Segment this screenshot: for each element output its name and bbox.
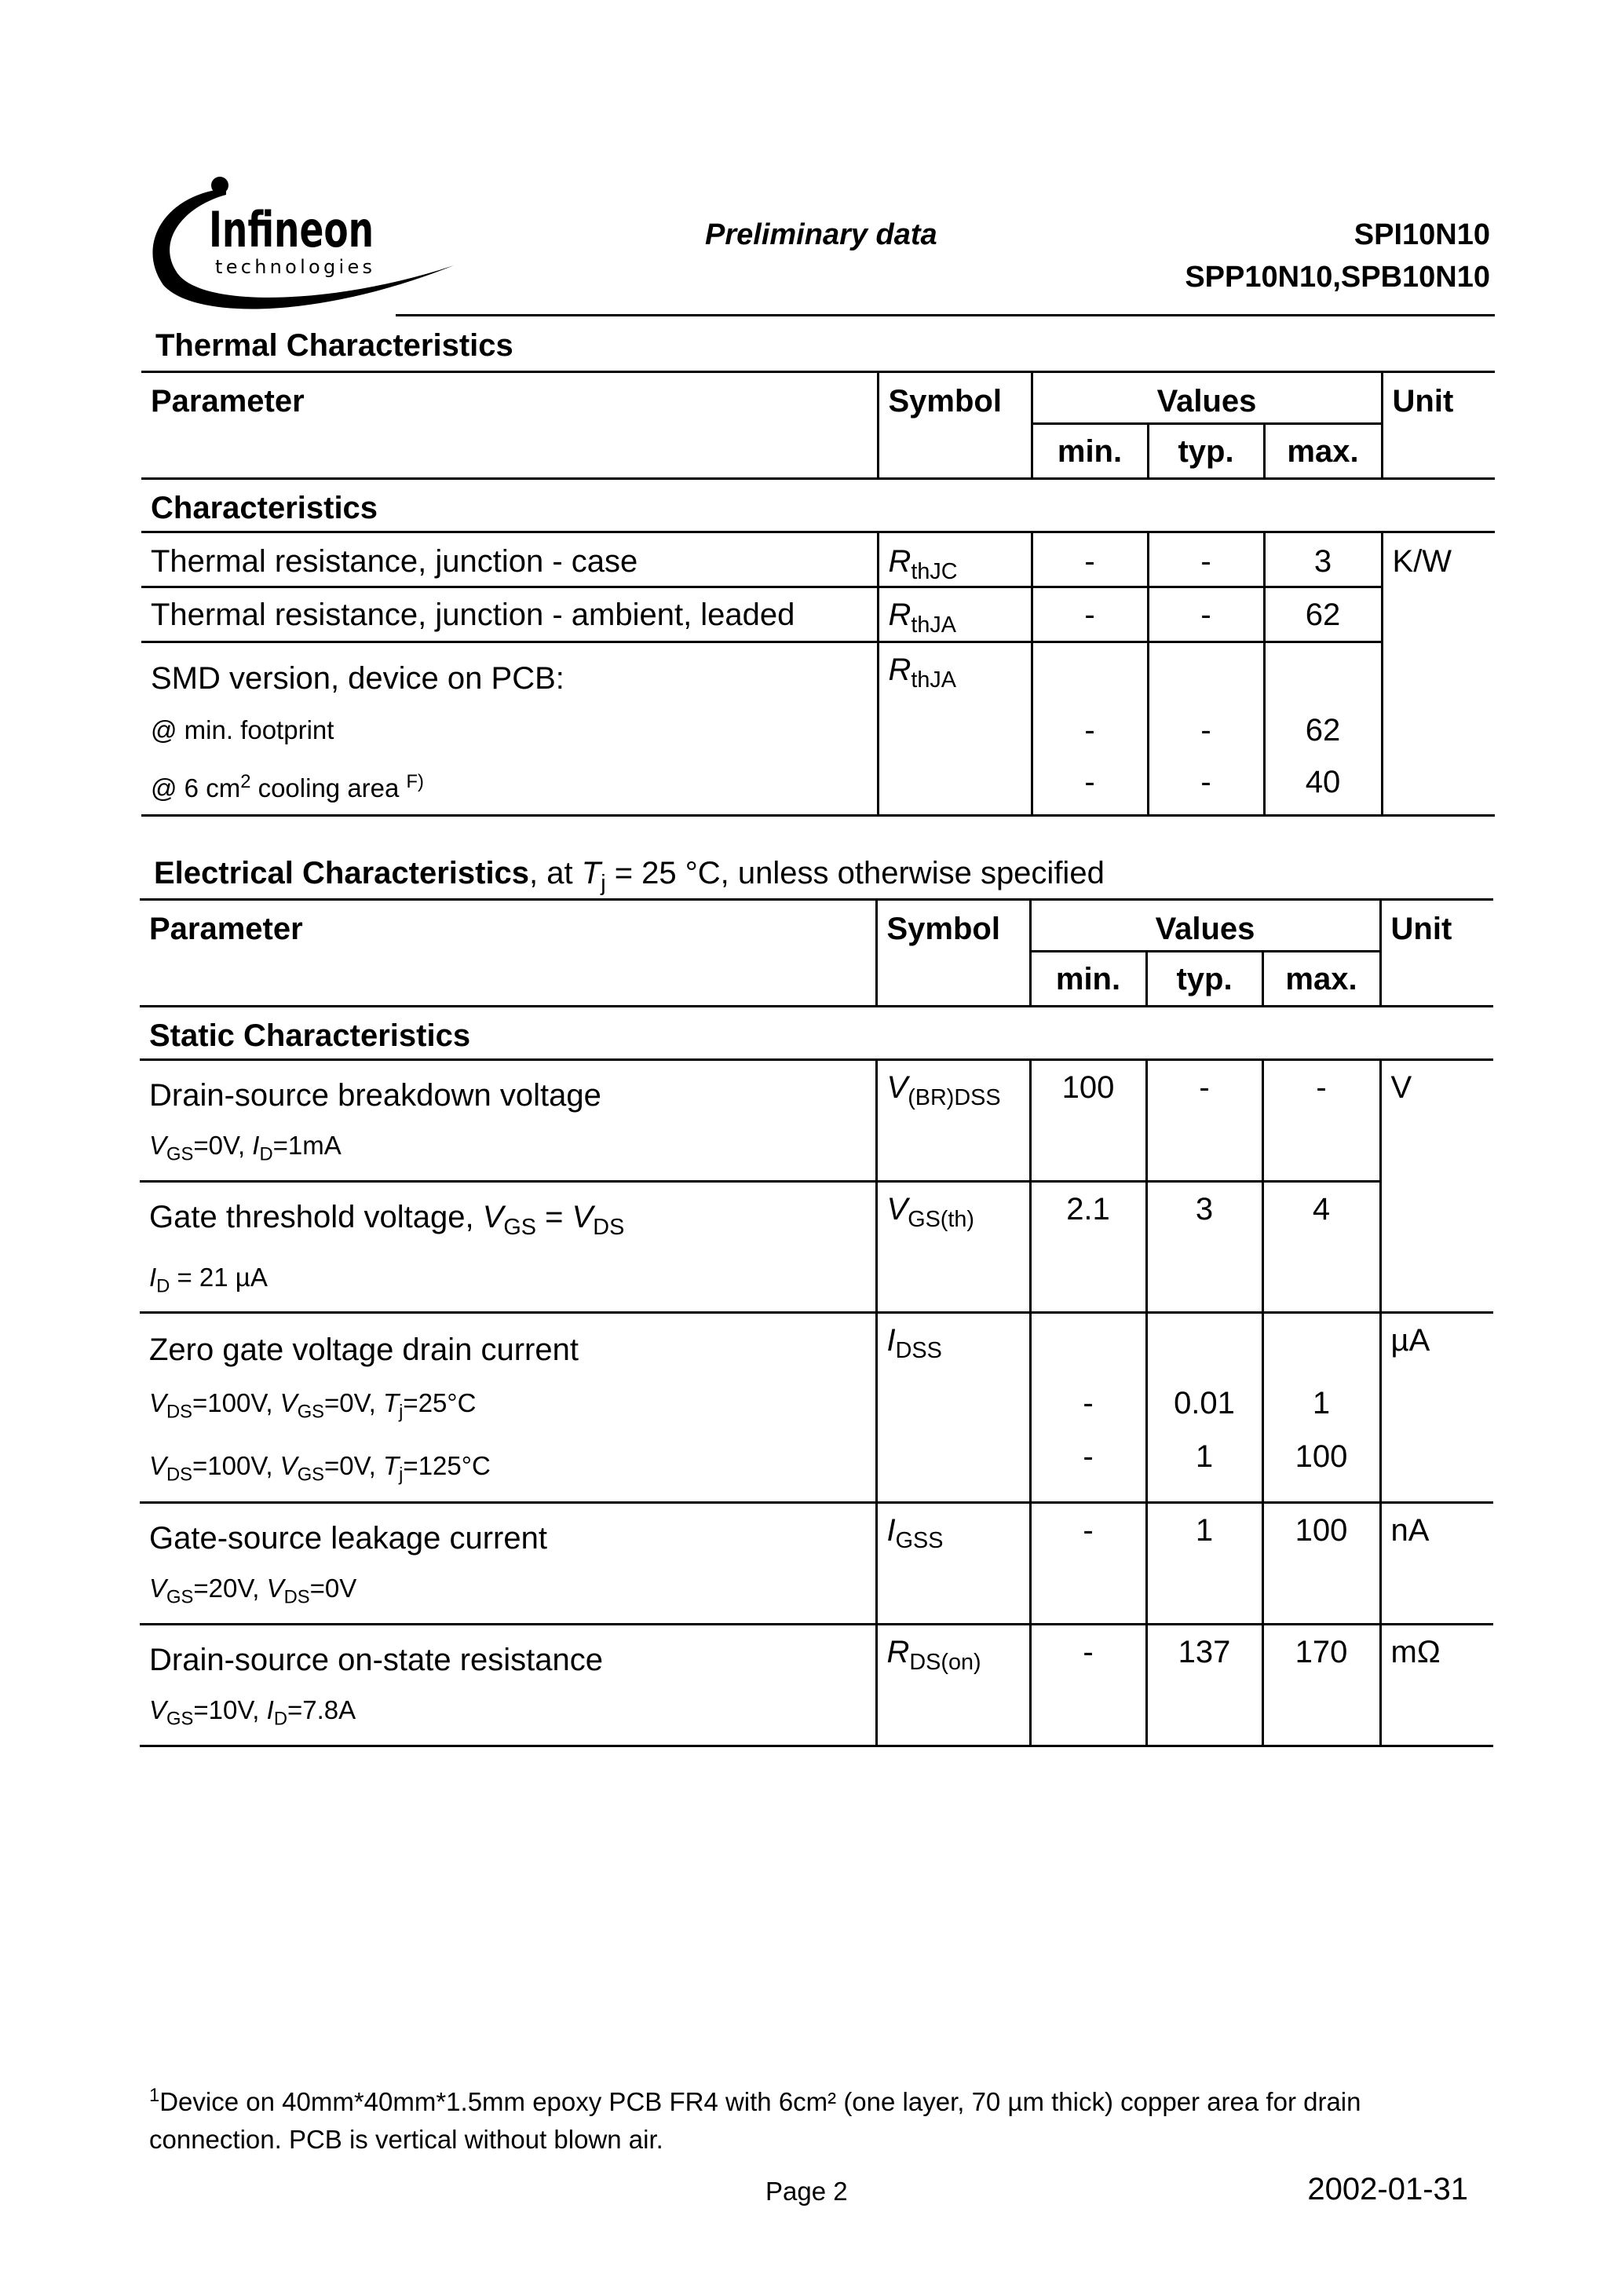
- sub-condition-1: @ min. footprint: [151, 715, 334, 744]
- symbol: $R_{thJC}$: [878, 532, 1032, 587]
- param: Drain-source on-state resistance $V_{GS}=10V$, $I_D=7.8A$: [140, 1624, 876, 1746]
- part-number-line2: SPP10N10,SPB10N10: [1185, 261, 1490, 294]
- part-number-line1: SPI10N10: [1353, 218, 1490, 251]
- electrical-col-parameter: Parameter: [140, 900, 876, 1007]
- typ: -: [1148, 587, 1264, 642]
- electrical-group-title: Static Characteristics: [140, 1007, 1493, 1060]
- typ: 1: [1146, 1503, 1262, 1625]
- max: 4: [1262, 1181, 1380, 1313]
- min: -: [1030, 1624, 1146, 1746]
- min: - -: [1030, 1313, 1146, 1503]
- logo-wordmark: Infineon: [209, 201, 374, 258]
- min: 100: [1030, 1060, 1146, 1182]
- logo-dot: [211, 177, 228, 194]
- condition-25c: $V_{DS}=100V$, $V_{GS}=0V$, $T_j=25^\circ C$: [149, 1388, 477, 1423]
- max: 3: [1264, 532, 1382, 587]
- min: -: [1032, 587, 1148, 642]
- electrical-row-vgsth: [140, 1181, 1493, 1313]
- symbol: $R_{thJA}$: [878, 587, 1032, 642]
- max: 100: [1262, 1503, 1380, 1625]
- param: Gate-source leakage current $V_{GS}=20V$, $V_{DS}=0V$: [140, 1503, 876, 1625]
- thermal-row-rthjc: [141, 532, 1495, 587]
- min: -: [1032, 532, 1148, 587]
- symbol: $V_{GS(th)}$: [876, 1181, 1030, 1313]
- typ: -: [1148, 532, 1264, 587]
- max: -: [1262, 1060, 1380, 1182]
- thermal-col-typ: typ.: [1148, 424, 1264, 479]
- electrical-col-values: Values: [1030, 900, 1380, 952]
- thermal-col-values: Values: [1032, 372, 1382, 424]
- electrical-section-title: Electrical Characteristics, at $T_j = 25$ °C, unless otherwise specified: [154, 856, 1105, 896]
- electrical-table: [140, 898, 1493, 1747]
- thermal-col-symbol: Symbol: [878, 372, 1032, 479]
- unit: µA: [1380, 1313, 1493, 1503]
- max: 62: [1264, 587, 1382, 642]
- header-rule: [396, 314, 1495, 316]
- document-date: 2002-01-31: [1307, 2172, 1468, 2206]
- page-number: Page 2: [765, 2177, 848, 2206]
- unit: V: [1380, 1060, 1493, 1313]
- logo-subtext: technologies: [215, 256, 372, 278]
- thermal-group-title: Characteristics: [141, 479, 1495, 532]
- electrical-col-symbol: Symbol: [876, 900, 1030, 1007]
- electrical-col-min: min.: [1030, 952, 1146, 1007]
- typ: 0.01 1: [1146, 1313, 1262, 1503]
- unit: K/W: [1382, 532, 1495, 816]
- thermal-col-unit: Unit: [1382, 372, 1495, 479]
- typ: -: [1146, 1060, 1262, 1182]
- thermal-row-rthja-leaded: [141, 587, 1495, 642]
- electrical-row-vbrdss: [140, 1060, 1493, 1182]
- symbol: $R_{DS(on)}$: [876, 1624, 1030, 1746]
- typ: - -: [1148, 642, 1264, 816]
- footnote-mark: 1: [149, 2085, 160, 2106]
- preliminary-label: Preliminary data: [705, 218, 937, 251]
- unit: nA: [1380, 1503, 1493, 1625]
- electrical-row-idss: [140, 1313, 1493, 1503]
- min: - -: [1032, 642, 1148, 816]
- max: 62 40: [1264, 642, 1382, 816]
- param: Gate threshold voltage, $V_{GS} = V_{DS}$ $I_D = 21$ µA: [140, 1181, 876, 1313]
- param: Thermal resistance, junction - case: [141, 532, 878, 587]
- electrical-col-typ: typ.: [1146, 952, 1262, 1007]
- electrical-col-max: max.: [1262, 952, 1380, 1007]
- min: 2.1: [1030, 1181, 1146, 1313]
- thermal-col-max: max.: [1264, 424, 1382, 479]
- unit: mΩ: [1380, 1624, 1493, 1746]
- symbol: $R_{thJA}$: [878, 642, 1032, 816]
- footnote-text: Device on 40mm*40mm*1.5mm epoxy PCB FR4 with 6cm² (one layer, 70 µm thick) copper area for drain connection. PCB is vertical without blown air.: [149, 2087, 1361, 2154]
- symbol: $V_{(BR)DSS}$: [876, 1060, 1030, 1182]
- footnote: [149, 2077, 1500, 2159]
- condition: $V_{GS}=20V$, $V_{DS}=0V$: [149, 1574, 357, 1608]
- condition: $V_{GS}=10V$, $I_D=7.8A$: [149, 1695, 356, 1730]
- sub-condition-2: @ 6 $cm^2$ cooling area $^{F)}$: [151, 771, 424, 803]
- thermal-col-min: min.: [1032, 424, 1148, 479]
- symbol: $I_{GSS}$: [876, 1503, 1030, 1625]
- max: 1 100: [1262, 1313, 1380, 1503]
- symbol: $I_{DSS}$: [876, 1313, 1030, 1503]
- typ: 3: [1146, 1181, 1262, 1313]
- condition: $V_{GS}=0V$, $I_D=1mA$: [149, 1131, 342, 1165]
- param: Thermal resistance, junction - ambient, leaded: [141, 587, 878, 642]
- min: -: [1030, 1503, 1146, 1625]
- thermal-table: [141, 371, 1495, 817]
- condition: $I_D = 21$ µA: [149, 1262, 268, 1297]
- max: 170: [1262, 1624, 1380, 1746]
- electrical-col-unit: Unit: [1380, 900, 1493, 1007]
- electrical-row-rdson: [140, 1624, 1493, 1746]
- param: Drain-source breakdown voltage $V_{GS}=0V$, $I_D=1mA$: [140, 1060, 876, 1182]
- thermal-section-title: Thermal Characteristics: [155, 328, 513, 363]
- thermal-row-rthja-smd: [141, 642, 1495, 816]
- infineon-logo: [140, 171, 462, 320]
- electrical-row-igss: [140, 1503, 1493, 1625]
- thermal-col-parameter: Parameter: [141, 372, 878, 479]
- condition-125c: $V_{DS}=100V$, $V_{GS}=0V$, $T_j=125^\circ C$: [149, 1450, 491, 1486]
- param: Zero gate voltage drain current $V_{DS}=100V$, $V_{GS}=0V$, $T_j=25^\circ C$ $V_{DS}=100V$, $V_{GS}=0V$, $T_j=125^\circ C$: [140, 1313, 876, 1503]
- typ: 137: [1146, 1624, 1262, 1746]
- param: SMD version, device on PCB: @ min. footprint @ 6 $cm^2$ cooling area $^{F)}$: [141, 642, 878, 816]
